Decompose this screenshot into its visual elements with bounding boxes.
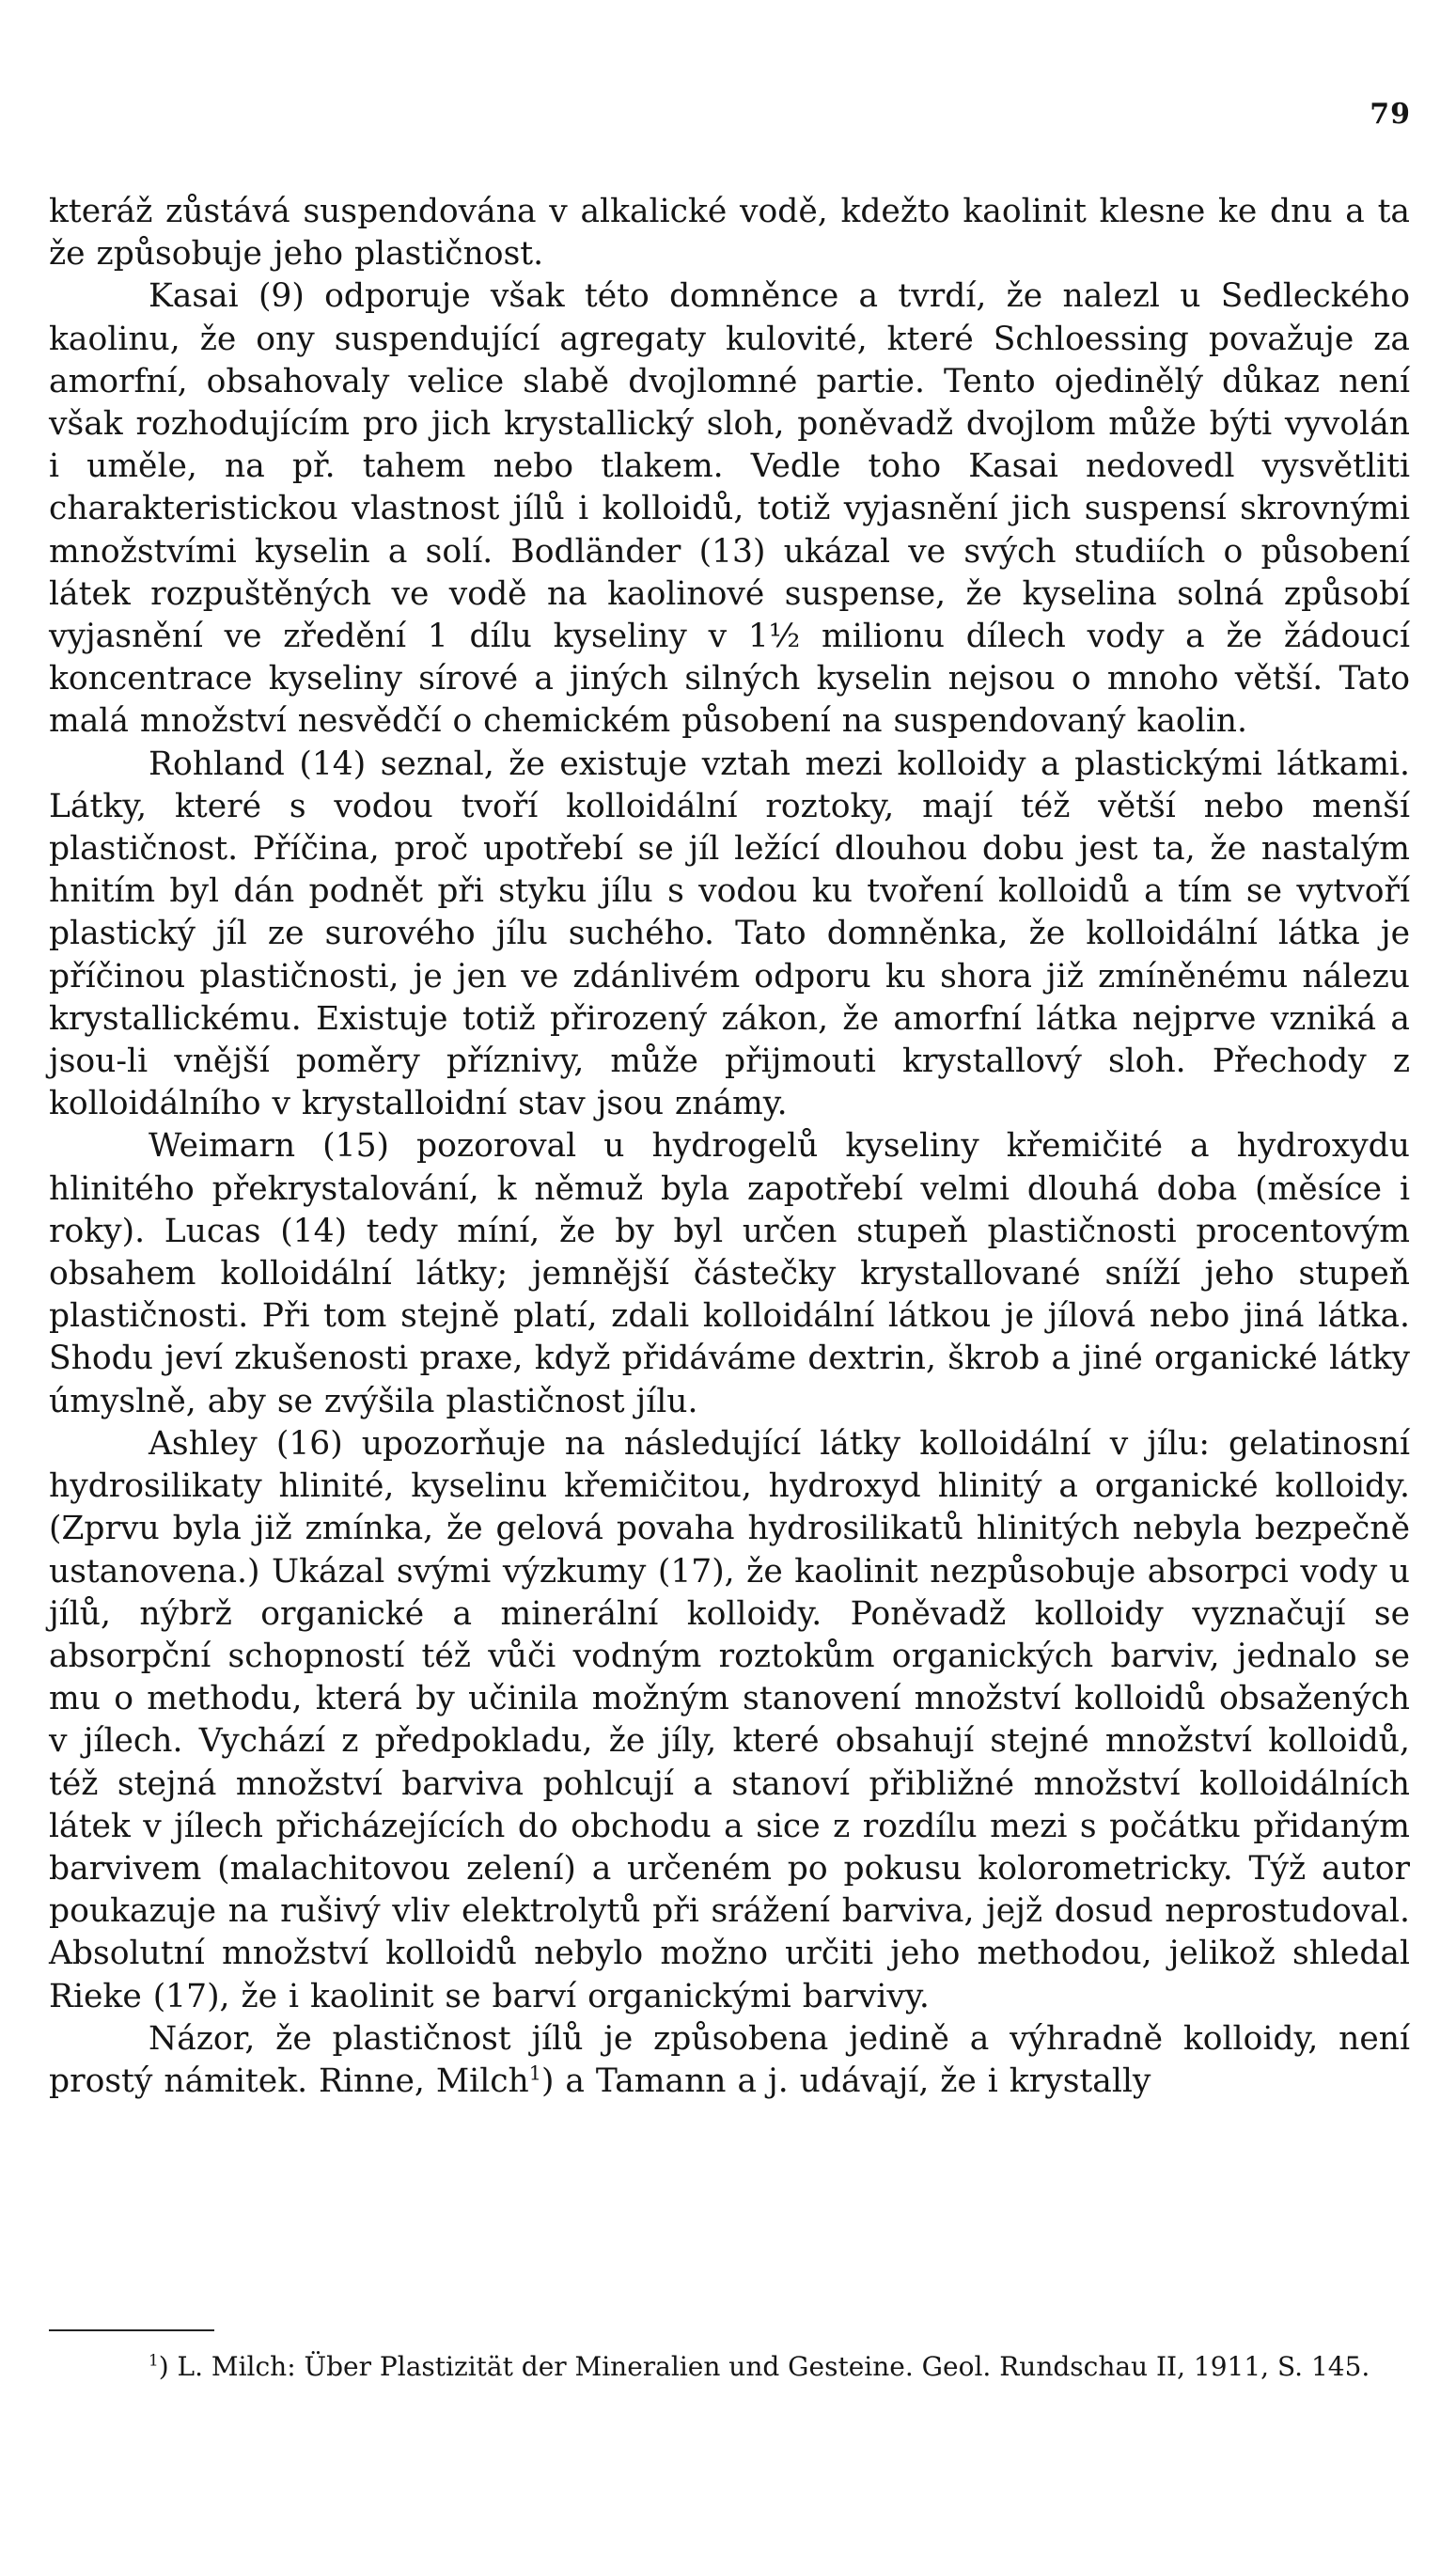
paragraph-nazor-text-end: ) a Tamann a j. udávají, že i krystally [540,2061,1151,2100]
paragraph-rohland: Rohland (14) seznal, že existuje vztah mezi kolloidy a plastickými látkami. Látky, které s vodou tvoří kolloidální roztoky, mají též větší nebo menší plastičnost. Příčina, proč upotřebí se jíl ležící dlouhou dobu jest ta, že nastalým hnitím byl dán podnět při styku jílu s vodou ku tvoření kolloidů a tím se vytvoří plastický jíl ze surového jílu suchého. Tato domněnka, že kolloidální látka je příčinou plastičnosti, je jen ve zdánlivém odporu ku shora již zmíněnému nálezu krystallickému. Existuje totiž přirozený zákon, že amorfní látka nejprve vzniká a jsou-li vnější poměry příznivy, může přijmouti krystallový sloh. Přechody z kolloidálního v krystalloidní stav jsou známy. [49,745,1410,1123]
paragraph-kasai: Kasai (9) odporuje však této domněnce a tvrdí, že nalezl u Sedleckého kaolinu, že ony suspendující agregaty kulovité, které Schloessing považuje za amorfní, obsahovaly velice slabě dvojlomné partie. Tento ojedinělý důkaz není však rozhodujícím pro jich krystallický sloh, poněvadž dvojlom může býti vyvolán i uměle, na př. tahem nebo tlakem. Vedle toho Kasai nedovedl vysvětliti charakteristickou vlastnost jílů i kolloidů, totiž vyjasnění jich suspensí skrovnými množstvími kyselin a solí. Bodländer (13) ukázal ve svých studiích o působení látek rozpuštěných ve vodě na kaolinové suspense, že kyselina solná způsobí vyjasnění ve zředění 1 dílu kyseliny v 1½ milionu dílech vody a že žádoucí koncentrace kyseliny sírové a jiných silných kyselin nejsou o mnoho větší. Tato malá množství nesvědčí o chemickém působení na suspendovaný kaolin. [49,277,1410,741]
paragraph-ashley: Ashley (16) upozorňuje na následující látky kolloidální v jílu: gelatinosní hydrosilikaty hlinité, kyselinu křemičitou, hydroxyd hlinitý a organické kolloidy. (Zprvu byla již zmínka, že gelová povaha hydrosilikatů hlinitých nebyla bezpečně ustanovena.) Ukázal svými výzkumy (17), že kaolinit nezpůsobuje absorpci vody u jílů, nýbrž organické a minerální kolloidy. Poněvadž kolloidy vyznačují se absorpční schopností též vůči vodným roztokům organických barviv, jednalo se mu o methodu, která by učinila možným stanovení množství kolloidů obsažených v jílech. Vychází z předpokladu, že jíly, které obsahují stejné množství kolloidů, též stejná množství barviva pohlcují a stanoví přibližné množství kolloidálních látek v jílech přicházejících do obchodu a sice z rozdílu mezi s počátku přidaným barvivem (malachitovou zelení) a určeném po pokusu kolorometricky. Týž autor poukazuje na rušivý vliv elektrolytů při srážení barviva, jejž dosud neprostudoval. Absolutní množství kolloidů nebylo možno určiti jeho methodou, jelikož shledal Rieke (17), že i kaolinit se barví organickými barvivy. [49,1424,1410,2015]
page-number: 79 [1370,98,1411,131]
footnote-mark: 1 [149,2350,159,2370]
footnote-text: ) L. Milch: Über Plastizität der Mineralien und Gesteine. Geol. Rundschau II, 1911, S. 145. [158,2351,1370,2382]
footnote-reference: 1 [528,2061,541,2085]
paragraph-weimarn: Weimarn (15) pozoroval u hydrogelů kyseliny křemičité a hydroxydu hlinitého překrystalování, k němuž byla zapotřebí velmi dlouhá doba (měsíce i roky). Lucas (14) tedy míní, že by byl určen stupeň plastičnosti procentovým obsahem kolloidální látky; jemnější částečky krystallované sníží jeho stupeň plastičnosti. Při tom stejně platí, zdali kolloidální látkou je jílová nebo jiná látka. Shodu jeví zkušenosti praxe, když přidáváme dextrin, škrob a jiné organické látky úmyslně, aby se zvýšila plastičnost jílu. [49,1127,1410,1420]
paragraph-nazor [49,2018,1410,2103]
footnote-divider [49,2329,214,2331]
paragraph-nazor-text: Názor, že plastičnost jílů je způsobena jedině a výhradně kolloidy, není prostý námitek. Rinne, Milch [49,2019,1410,2100]
body-text [49,191,1410,2103]
paragraph-continuation: kteráž zůstává suspendována v alkalické vodě, kdežto kaolinit klesne ke dnu a ta že způsobuje jeho plastičnost. [49,193,1410,274]
footnote [49,2350,1410,2384]
